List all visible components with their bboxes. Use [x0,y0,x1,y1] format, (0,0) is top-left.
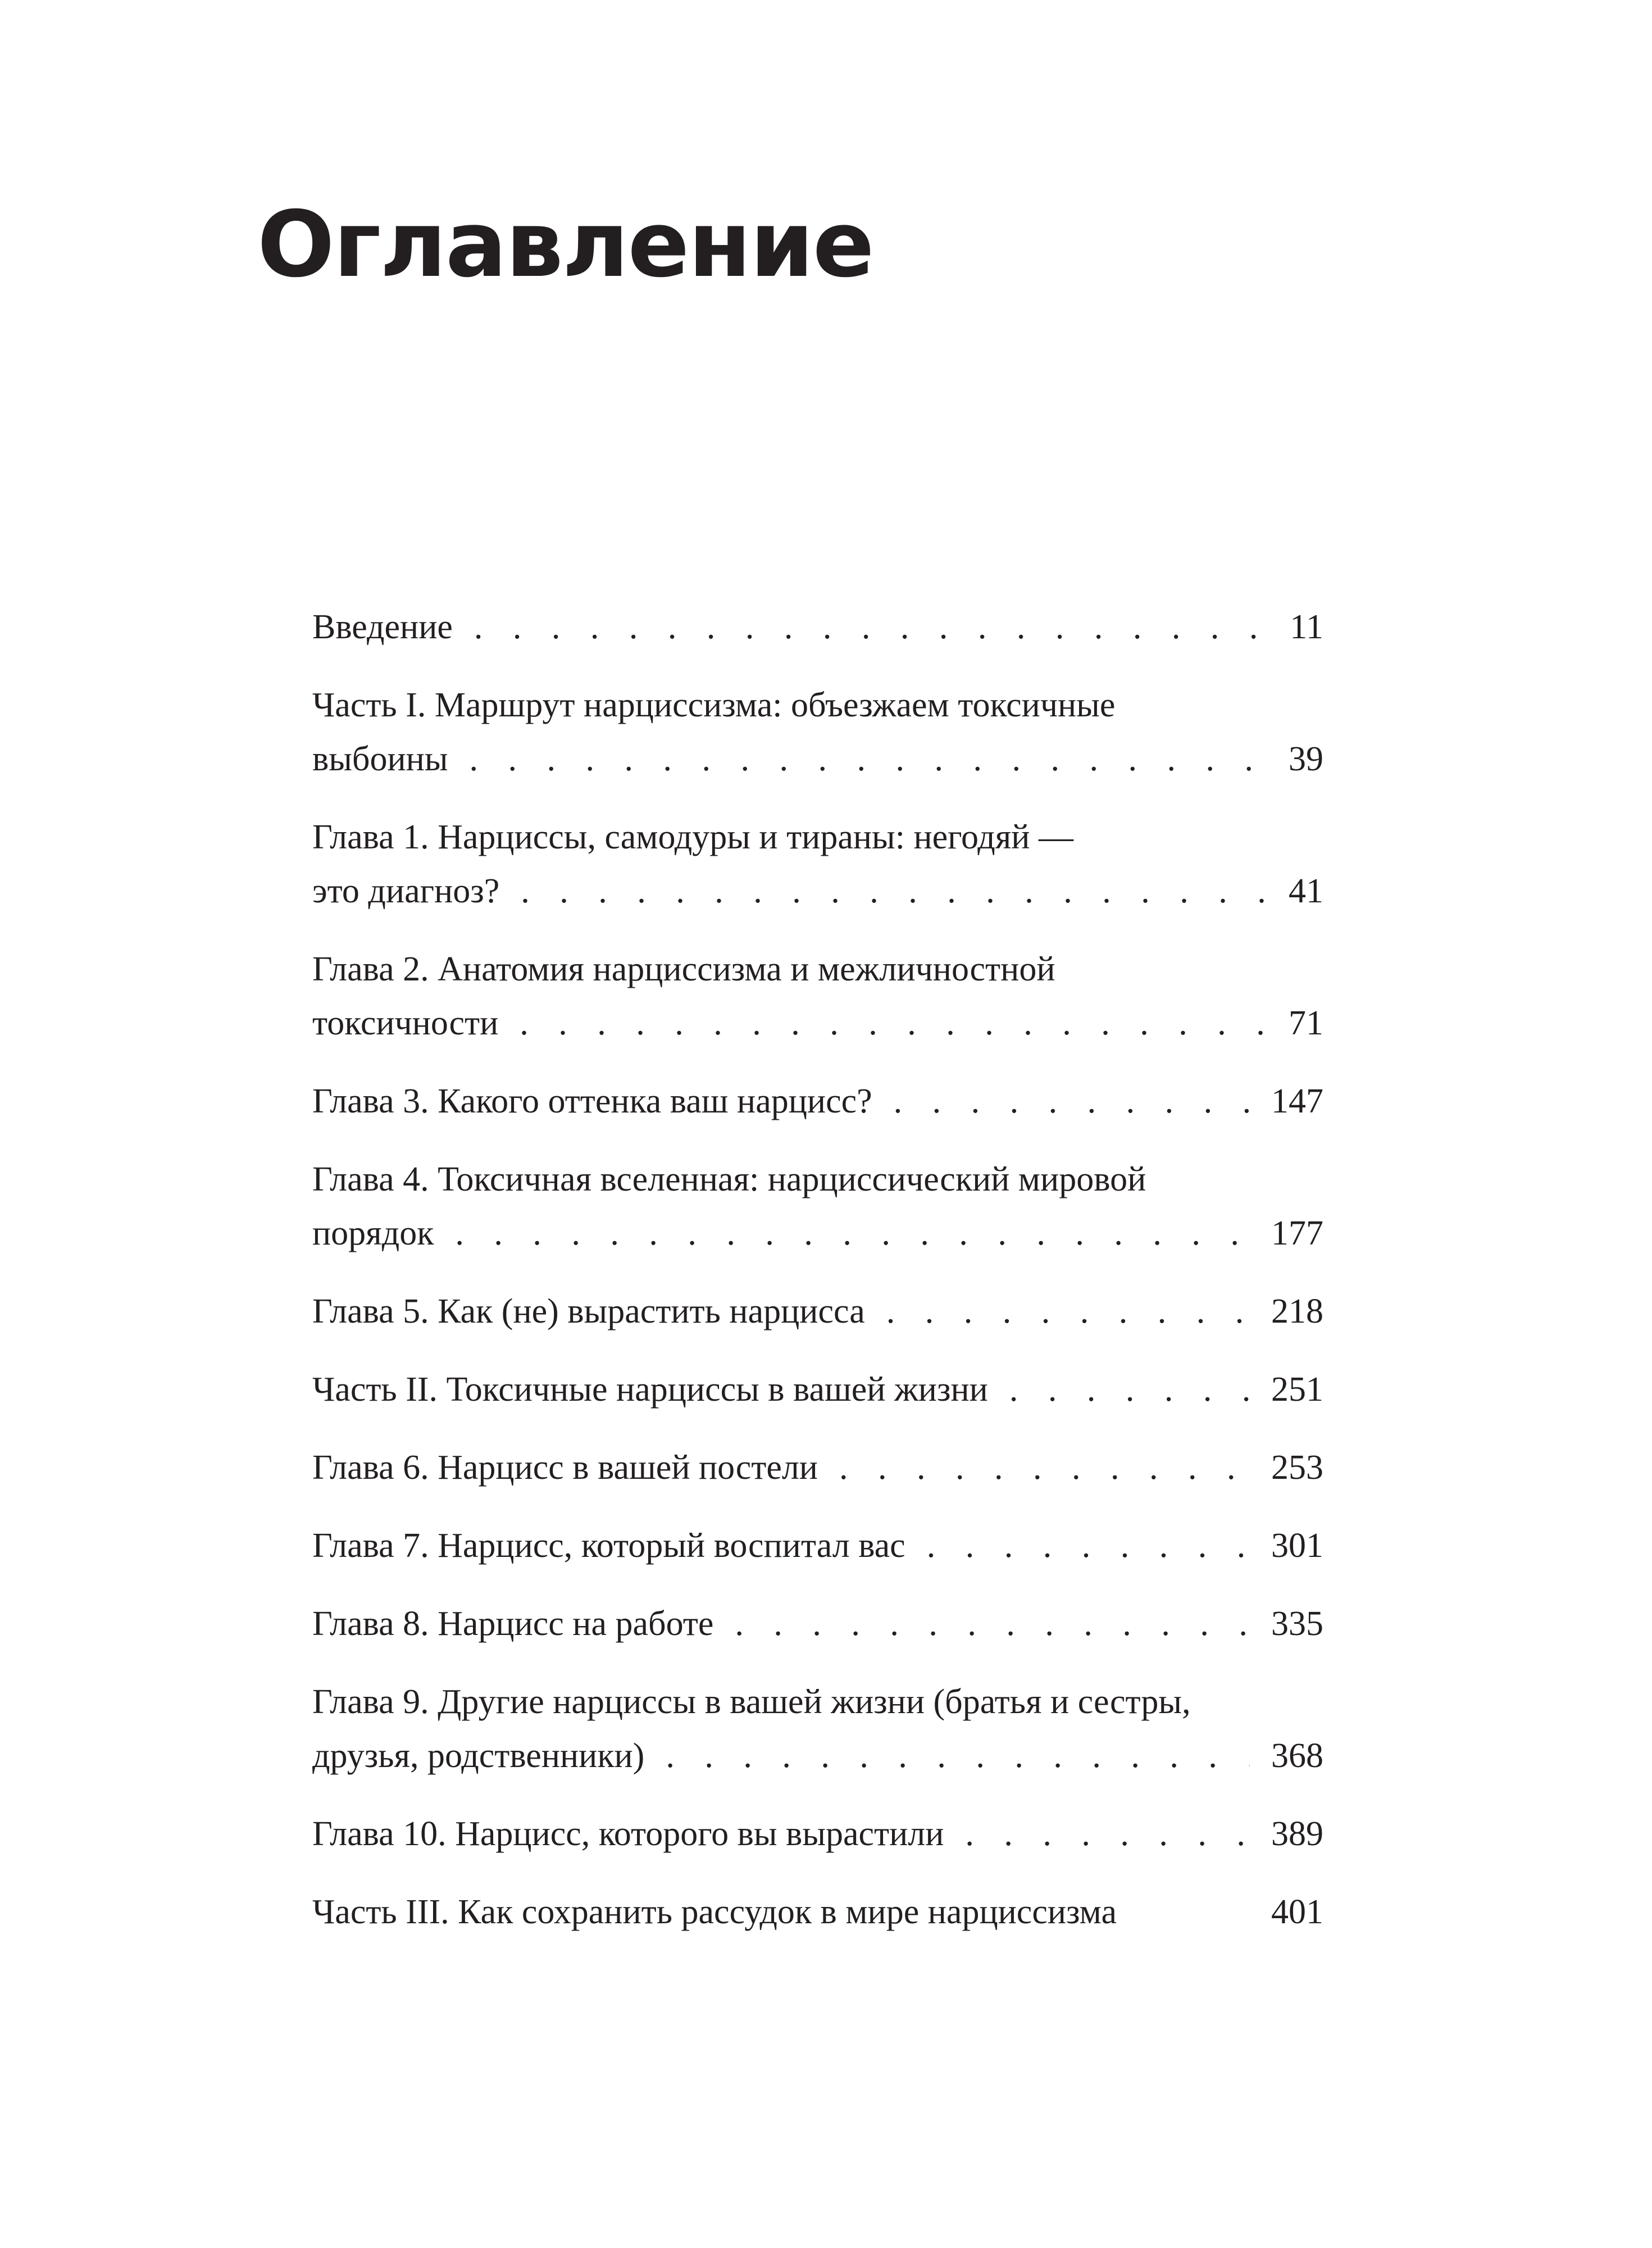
toc-entry-chapter-3[interactable] [312,1074,1323,1128]
toc-page-number: 335 [1271,1605,1323,1643]
toc-entry-line [312,942,1323,996]
toc-entry-title: Глава 10. Нарцисс, которого вы вырастили [312,1815,944,1853]
toc-entry-title: Глава 5. Как (не) вырастить нарцисса [312,1292,865,1330]
dot-leader [894,1074,1250,1128]
toc-entry-title: Глава 4. Токсичная вселенная: нарциссический мировой [312,1160,1146,1198]
dot-leader [735,1597,1250,1651]
toc-entry-title: Глава 8. Нарцисс на работе [312,1605,714,1643]
toc-entry-introduction[interactable] [312,600,1323,654]
dot-leader [520,996,1267,1050]
toc-entry-chapter-5[interactable] [312,1284,1323,1338]
toc-entry-title: Часть III. Как сохранить рассудок в мире нарциссизма [312,1893,1117,1931]
toc-entry-line [312,864,1323,918]
toc-entry-chapter-10[interactable] [312,1807,1323,1861]
page-title: Оглавление [257,192,873,298]
dot-leader [521,864,1267,918]
toc-entry-title: Часть I. Маршрут нарциссизма: объезжаем токсичные [312,686,1116,724]
toc-page-number: 401 [1271,1893,1323,1931]
table-of-contents [312,600,1323,1963]
toc-entry-title-continued: это диагноз? [312,872,500,910]
dot-leader [1009,1363,1250,1416]
toc-entry-title: Глава 3. Какого оттенка ваш нарцисс? [312,1082,872,1120]
dot-leader [965,1807,1250,1861]
toc-entry-line [312,810,1323,864]
toc-entry-line [312,1152,1323,1206]
dot-leader [470,732,1268,786]
dot-leader [455,1206,1250,1260]
toc-entry-line [312,1441,1323,1495]
toc-page-number: 251 [1271,1370,1323,1409]
toc-entry-line [312,1519,1323,1573]
toc-entry-chapter-2[interactable] [312,942,1323,1050]
toc-entry-title-continued: друзья, родственники) [312,1737,645,1775]
toc-entry-title: Глава 9. Другие нарциссы в вашей жизни (братья и сестры, [312,1683,1191,1721]
toc-entry-line [312,1675,1323,1729]
toc-entry-line [312,1807,1323,1861]
toc-entry-line [312,1885,1323,1939]
toc-entry-chapter-6[interactable] [312,1441,1323,1495]
toc-entry-part-1[interactable] [312,678,1323,786]
toc-entry-line [312,1074,1323,1128]
toc-page-number: 177 [1271,1214,1323,1252]
dot-leader [474,600,1268,654]
toc-page-number: 71 [1289,1004,1323,1042]
toc-entry-chapter-8[interactable] [312,1597,1323,1651]
toc-entry-title-continued: токсичности [312,1004,499,1042]
dot-leader [839,1441,1250,1495]
toc-entry-title: Введение [312,608,453,646]
toc-entry-line [312,1363,1323,1416]
toc-entry-line [312,678,1323,732]
toc-entry-line [312,996,1323,1050]
toc-entry-title: Глава 6. Нарцисс в вашей постели [312,1448,818,1487]
toc-page-number: 253 [1271,1448,1323,1487]
toc-entry-chapter-4[interactable] [312,1152,1323,1260]
toc-page-number: 218 [1271,1292,1323,1330]
toc-entry-part-2[interactable] [312,1363,1323,1416]
toc-entry-chapter-7[interactable] [312,1519,1323,1573]
toc-entry-part-3[interactable] [312,1885,1323,1939]
toc-page-number: 301 [1271,1527,1323,1565]
toc-page-number: 41 [1289,872,1323,910]
toc-entry-line [312,600,1323,654]
toc-entry-line [312,1206,1323,1260]
toc-entry-chapter-9[interactable] [312,1675,1323,1783]
toc-page-number: 147 [1271,1082,1323,1120]
toc-page-number: 368 [1271,1737,1323,1775]
toc-entry-line [312,1284,1323,1338]
dot-leader [927,1519,1250,1573]
dot-leader [886,1284,1250,1338]
toc-entry-line [312,1729,1323,1783]
toc-entry-title: Глава 1. Нарциссы, самодуры и тираны: негодяй — [312,818,1073,856]
toc-page-number: 11 [1290,608,1323,646]
dot-leader [666,1729,1250,1783]
toc-page-number: 39 [1289,740,1323,778]
toc-entry-title-continued: порядок [312,1214,434,1252]
toc-entry-title-continued: выбоины [312,740,448,778]
toc-entry-line [312,732,1323,786]
toc-page-number: 389 [1271,1815,1323,1853]
toc-entry-chapter-1[interactable] [312,810,1323,918]
toc-entry-title: Глава 2. Анатомия нарциссизма и межличностной [312,950,1055,988]
toc-entry-title: Глава 7. Нарцисс, который воспитал вас [312,1527,905,1565]
toc-entry-title: Часть II. Токсичные нарциссы в вашей жизни [312,1370,988,1409]
toc-entry-line [312,1597,1323,1651]
